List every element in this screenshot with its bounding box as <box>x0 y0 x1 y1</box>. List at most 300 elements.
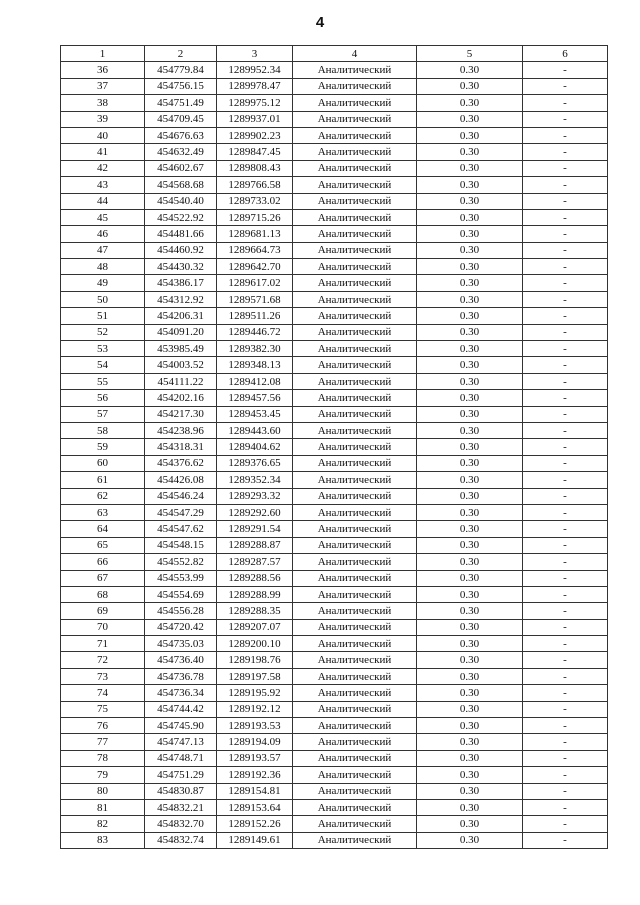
accuracy-cell: 0.30 <box>417 324 523 340</box>
note-cell: - <box>523 422 608 438</box>
note-cell: - <box>523 685 608 701</box>
method-cell: Аналитический <box>293 455 417 471</box>
y-coordinate-cell: 1289975.12 <box>217 95 293 111</box>
point-number-cell: 79 <box>61 767 145 783</box>
accuracy-cell: 0.30 <box>417 422 523 438</box>
y-coordinate-cell: 1289681.13 <box>217 226 293 242</box>
method-cell: Аналитический <box>293 95 417 111</box>
table-row <box>61 160 608 176</box>
table-row <box>61 324 608 340</box>
x-coordinate-cell: 454736.40 <box>145 652 217 668</box>
method-cell: Аналитический <box>293 308 417 324</box>
accuracy-cell: 0.30 <box>417 62 523 78</box>
y-coordinate-cell: 1289153.64 <box>217 799 293 815</box>
note-cell: - <box>523 160 608 176</box>
point-number-cell: 39 <box>61 111 145 127</box>
point-number-cell: 55 <box>61 373 145 389</box>
x-coordinate-cell: 454553.99 <box>145 570 217 586</box>
x-coordinate-cell: 454735.03 <box>145 636 217 652</box>
accuracy-cell: 0.30 <box>417 504 523 520</box>
method-cell: Аналитический <box>293 570 417 586</box>
point-number-cell: 68 <box>61 586 145 602</box>
point-number-cell: 69 <box>61 603 145 619</box>
point-number-cell: 70 <box>61 619 145 635</box>
y-coordinate-cell: 1289198.76 <box>217 652 293 668</box>
point-number-cell: 66 <box>61 554 145 570</box>
table-row <box>61 308 608 324</box>
accuracy-cell: 0.30 <box>417 95 523 111</box>
note-cell: - <box>523 209 608 225</box>
y-coordinate-cell: 1289288.87 <box>217 537 293 553</box>
table-row <box>61 78 608 94</box>
method-cell: Аналитический <box>293 226 417 242</box>
x-coordinate-cell: 454779.84 <box>145 62 217 78</box>
note-cell: - <box>523 783 608 799</box>
point-number-cell: 48 <box>61 259 145 275</box>
accuracy-cell: 0.30 <box>417 734 523 750</box>
x-coordinate-cell: 454238.96 <box>145 422 217 438</box>
point-number-cell: 67 <box>61 570 145 586</box>
y-coordinate-cell: 1289149.61 <box>217 832 293 848</box>
point-number-cell: 42 <box>61 160 145 176</box>
accuracy-cell: 0.30 <box>417 783 523 799</box>
point-number-cell: 62 <box>61 488 145 504</box>
y-coordinate-cell: 1289348.13 <box>217 357 293 373</box>
table-row <box>61 275 608 291</box>
method-cell: Аналитический <box>293 422 417 438</box>
table-row <box>61 504 608 520</box>
point-number-cell: 80 <box>61 783 145 799</box>
accuracy-cell: 0.30 <box>417 177 523 193</box>
point-number-cell: 75 <box>61 701 145 717</box>
x-coordinate-cell: 454830.87 <box>145 783 217 799</box>
method-cell: Аналитический <box>293 242 417 258</box>
table-row <box>61 422 608 438</box>
point-number-cell: 58 <box>61 422 145 438</box>
point-number-cell: 54 <box>61 357 145 373</box>
point-number-cell: 49 <box>61 275 145 291</box>
column-header-5: 5 <box>417 46 523 62</box>
accuracy-cell: 0.30 <box>417 472 523 488</box>
method-cell: Аналитический <box>293 504 417 520</box>
table-row <box>61 701 608 717</box>
y-coordinate-cell: 1289291.54 <box>217 521 293 537</box>
method-cell: Аналитический <box>293 62 417 78</box>
x-coordinate-cell: 454676.63 <box>145 127 217 143</box>
table-row <box>61 259 608 275</box>
point-number-cell: 77 <box>61 734 145 750</box>
method-cell: Аналитический <box>293 177 417 193</box>
point-number-cell: 40 <box>61 127 145 143</box>
y-coordinate-cell: 1289511.26 <box>217 308 293 324</box>
method-cell: Аналитический <box>293 160 417 176</box>
x-coordinate-cell: 454217.30 <box>145 406 217 422</box>
note-cell: - <box>523 78 608 94</box>
y-coordinate-cell: 1289352.34 <box>217 472 293 488</box>
x-coordinate-cell: 454832.74 <box>145 832 217 848</box>
accuracy-cell: 0.30 <box>417 570 523 586</box>
x-coordinate-cell: 454426.08 <box>145 472 217 488</box>
note-cell: - <box>523 619 608 635</box>
point-number-cell: 83 <box>61 832 145 848</box>
x-coordinate-cell: 454709.45 <box>145 111 217 127</box>
x-coordinate-cell: 454751.29 <box>145 767 217 783</box>
point-number-cell: 57 <box>61 406 145 422</box>
method-cell: Аналитический <box>293 324 417 340</box>
point-number-cell: 46 <box>61 226 145 242</box>
y-coordinate-cell: 1289154.81 <box>217 783 293 799</box>
method-cell: Аналитический <box>293 668 417 684</box>
y-coordinate-cell: 1289978.47 <box>217 78 293 94</box>
note-cell: - <box>523 668 608 684</box>
point-number-cell: 61 <box>61 472 145 488</box>
table-row <box>61 816 608 832</box>
accuracy-cell: 0.30 <box>417 537 523 553</box>
method-cell: Аналитический <box>293 537 417 553</box>
note-cell: - <box>523 177 608 193</box>
x-coordinate-cell: 454481.66 <box>145 226 217 242</box>
table-row <box>61 390 608 406</box>
accuracy-cell: 0.30 <box>417 685 523 701</box>
note-cell: - <box>523 488 608 504</box>
note-cell: - <box>523 62 608 78</box>
x-coordinate-cell: 454832.21 <box>145 799 217 815</box>
point-number-cell: 71 <box>61 636 145 652</box>
method-cell: Аналитический <box>293 799 417 815</box>
point-number-cell: 59 <box>61 439 145 455</box>
note-cell: - <box>523 291 608 307</box>
accuracy-cell: 0.30 <box>417 373 523 389</box>
method-cell: Аналитический <box>293 488 417 504</box>
y-coordinate-cell: 1289952.34 <box>217 62 293 78</box>
note-cell: - <box>523 636 608 652</box>
y-coordinate-cell: 1289288.56 <box>217 570 293 586</box>
note-cell: - <box>523 324 608 340</box>
method-cell: Аналитический <box>293 767 417 783</box>
table-row <box>61 537 608 553</box>
x-coordinate-cell: 454720.42 <box>145 619 217 635</box>
accuracy-cell: 0.30 <box>417 832 523 848</box>
x-coordinate-cell: 454554.69 <box>145 586 217 602</box>
accuracy-cell: 0.30 <box>417 488 523 504</box>
note-cell: - <box>523 226 608 242</box>
y-coordinate-cell: 1289664.73 <box>217 242 293 258</box>
column-header-6: 6 <box>523 46 608 62</box>
accuracy-cell: 0.30 <box>417 603 523 619</box>
method-cell: Аналитический <box>293 111 417 127</box>
method-cell: Аналитический <box>293 373 417 389</box>
table-row <box>61 62 608 78</box>
accuracy-cell: 0.30 <box>417 636 523 652</box>
method-cell: Аналитический <box>293 816 417 832</box>
point-number-cell: 78 <box>61 750 145 766</box>
method-cell: Аналитический <box>293 734 417 750</box>
y-coordinate-cell: 1289642.70 <box>217 259 293 275</box>
note-cell: - <box>523 603 608 619</box>
accuracy-cell: 0.30 <box>417 275 523 291</box>
note-cell: - <box>523 652 608 668</box>
x-coordinate-cell: 454460.92 <box>145 242 217 258</box>
note-cell: - <box>523 586 608 602</box>
accuracy-cell: 0.30 <box>417 78 523 94</box>
method-cell: Аналитический <box>293 291 417 307</box>
note-cell: - <box>523 95 608 111</box>
accuracy-cell: 0.30 <box>417 439 523 455</box>
x-coordinate-cell: 454568.68 <box>145 177 217 193</box>
point-number-cell: 36 <box>61 62 145 78</box>
point-number-cell: 73 <box>61 668 145 684</box>
x-coordinate-cell: 454736.78 <box>145 668 217 684</box>
y-coordinate-cell: 1289733.02 <box>217 193 293 209</box>
x-coordinate-cell: 454602.67 <box>145 160 217 176</box>
y-coordinate-cell: 1289412.08 <box>217 373 293 389</box>
x-coordinate-cell: 454745.90 <box>145 718 217 734</box>
x-coordinate-cell: 454744.42 <box>145 701 217 717</box>
method-cell: Аналитический <box>293 472 417 488</box>
note-cell: - <box>523 734 608 750</box>
x-coordinate-cell: 454522.92 <box>145 209 217 225</box>
column-header-4: 4 <box>293 46 417 62</box>
x-coordinate-cell: 454552.82 <box>145 554 217 570</box>
x-coordinate-cell: 454548.15 <box>145 537 217 553</box>
method-cell: Аналитический <box>293 357 417 373</box>
accuracy-cell: 0.30 <box>417 259 523 275</box>
method-cell: Аналитический <box>293 144 417 160</box>
x-coordinate-cell: 454540.40 <box>145 193 217 209</box>
method-cell: Аналитический <box>293 406 417 422</box>
method-cell: Аналитический <box>293 439 417 455</box>
x-coordinate-cell: 453985.49 <box>145 341 217 357</box>
x-coordinate-cell: 454748.71 <box>145 750 217 766</box>
y-coordinate-cell: 1289446.72 <box>217 324 293 340</box>
table-row <box>61 95 608 111</box>
accuracy-cell: 0.30 <box>417 144 523 160</box>
y-coordinate-cell: 1289937.01 <box>217 111 293 127</box>
point-number-cell: 60 <box>61 455 145 471</box>
y-coordinate-cell: 1289808.43 <box>217 160 293 176</box>
table-row <box>61 455 608 471</box>
table-row <box>61 685 608 701</box>
accuracy-cell: 0.30 <box>417 750 523 766</box>
x-coordinate-cell: 454003.52 <box>145 357 217 373</box>
accuracy-cell: 0.30 <box>417 308 523 324</box>
x-coordinate-cell: 454091.20 <box>145 324 217 340</box>
point-number-cell: 53 <box>61 341 145 357</box>
method-cell: Аналитический <box>293 586 417 602</box>
x-coordinate-cell: 454111.22 <box>145 373 217 389</box>
x-coordinate-cell: 454312.92 <box>145 291 217 307</box>
point-number-cell: 81 <box>61 799 145 815</box>
y-coordinate-cell: 1289902.23 <box>217 127 293 143</box>
accuracy-cell: 0.30 <box>417 209 523 225</box>
point-number-cell: 64 <box>61 521 145 537</box>
x-coordinate-cell: 454202.16 <box>145 390 217 406</box>
note-cell: - <box>523 193 608 209</box>
accuracy-cell: 0.30 <box>417 193 523 209</box>
point-number-cell: 76 <box>61 718 145 734</box>
table-body <box>61 62 608 849</box>
method-cell: Аналитический <box>293 193 417 209</box>
method-cell: Аналитический <box>293 701 417 717</box>
x-coordinate-cell: 454376.62 <box>145 455 217 471</box>
accuracy-cell: 0.30 <box>417 586 523 602</box>
table-row <box>61 291 608 307</box>
accuracy-cell: 0.30 <box>417 799 523 815</box>
x-coordinate-cell: 454386.17 <box>145 275 217 291</box>
table-header <box>61 46 608 62</box>
note-cell: - <box>523 390 608 406</box>
y-coordinate-cell: 1289192.36 <box>217 767 293 783</box>
table-row <box>61 242 608 258</box>
note-cell: - <box>523 242 608 258</box>
point-number-cell: 74 <box>61 685 145 701</box>
note-cell: - <box>523 832 608 848</box>
y-coordinate-cell: 1289404.62 <box>217 439 293 455</box>
note-cell: - <box>523 144 608 160</box>
accuracy-cell: 0.30 <box>417 291 523 307</box>
method-cell: Аналитический <box>293 259 417 275</box>
method-cell: Аналитический <box>293 275 417 291</box>
accuracy-cell: 0.30 <box>417 554 523 570</box>
table-row <box>61 832 608 848</box>
table-row <box>61 636 608 652</box>
note-cell: - <box>523 259 608 275</box>
note-cell: - <box>523 275 608 291</box>
point-number-cell: 52 <box>61 324 145 340</box>
table-row <box>61 193 608 209</box>
point-number-cell: 43 <box>61 177 145 193</box>
y-coordinate-cell: 1289287.57 <box>217 554 293 570</box>
method-cell: Аналитический <box>293 127 417 143</box>
table-row <box>61 554 608 570</box>
accuracy-cell: 0.30 <box>417 406 523 422</box>
method-cell: Аналитический <box>293 78 417 94</box>
method-cell: Аналитический <box>293 783 417 799</box>
table-row <box>61 439 608 455</box>
table-row <box>61 209 608 225</box>
x-coordinate-cell: 454747.13 <box>145 734 217 750</box>
table-row <box>61 718 608 734</box>
accuracy-cell: 0.30 <box>417 390 523 406</box>
method-cell: Аналитический <box>293 619 417 635</box>
y-coordinate-cell: 1289376.65 <box>217 455 293 471</box>
y-coordinate-cell: 1289453.45 <box>217 406 293 422</box>
x-coordinate-cell: 454736.34 <box>145 685 217 701</box>
point-number-cell: 82 <box>61 816 145 832</box>
table-row <box>61 144 608 160</box>
note-cell: - <box>523 341 608 357</box>
note-cell: - <box>523 111 608 127</box>
point-number-cell: 72 <box>61 652 145 668</box>
y-coordinate-cell: 1289457.56 <box>217 390 293 406</box>
method-cell: Аналитический <box>293 832 417 848</box>
table-row <box>61 341 608 357</box>
y-coordinate-cell: 1289152.26 <box>217 816 293 832</box>
point-number-cell: 65 <box>61 537 145 553</box>
accuracy-cell: 0.30 <box>417 619 523 635</box>
table-row <box>61 373 608 389</box>
method-cell: Аналитический <box>293 750 417 766</box>
y-coordinate-cell: 1289293.32 <box>217 488 293 504</box>
x-coordinate-cell: 454756.15 <box>145 78 217 94</box>
table-row <box>61 652 608 668</box>
table-row <box>61 177 608 193</box>
note-cell: - <box>523 472 608 488</box>
x-coordinate-cell: 454547.29 <box>145 504 217 520</box>
y-coordinate-cell: 1289382.30 <box>217 341 293 357</box>
table-row <box>61 799 608 815</box>
accuracy-cell: 0.30 <box>417 767 523 783</box>
x-coordinate-cell: 454632.49 <box>145 144 217 160</box>
y-coordinate-cell: 1289200.10 <box>217 636 293 652</box>
method-cell: Аналитический <box>293 521 417 537</box>
x-coordinate-cell: 454206.31 <box>145 308 217 324</box>
x-coordinate-cell: 454546.24 <box>145 488 217 504</box>
point-number-cell: 37 <box>61 78 145 94</box>
table-row <box>61 111 608 127</box>
accuracy-cell: 0.30 <box>417 455 523 471</box>
y-coordinate-cell: 1289207.07 <box>217 619 293 635</box>
method-cell: Аналитический <box>293 718 417 734</box>
table-row <box>61 586 608 602</box>
table-row <box>61 472 608 488</box>
y-coordinate-cell: 1289571.68 <box>217 291 293 307</box>
point-number-cell: 56 <box>61 390 145 406</box>
table-row <box>61 750 608 766</box>
method-cell: Аналитический <box>293 685 417 701</box>
point-number-cell: 63 <box>61 504 145 520</box>
accuracy-cell: 0.30 <box>417 816 523 832</box>
note-cell: - <box>523 406 608 422</box>
accuracy-cell: 0.30 <box>417 160 523 176</box>
note-cell: - <box>523 799 608 815</box>
x-coordinate-cell: 454751.49 <box>145 95 217 111</box>
y-coordinate-cell: 1289443.60 <box>217 422 293 438</box>
x-coordinate-cell: 454430.32 <box>145 259 217 275</box>
x-coordinate-cell: 454556.28 <box>145 603 217 619</box>
accuracy-cell: 0.30 <box>417 341 523 357</box>
table-row <box>61 570 608 586</box>
y-coordinate-cell: 1289715.26 <box>217 209 293 225</box>
coordinates-table <box>60 45 608 849</box>
point-number-cell: 51 <box>61 308 145 324</box>
y-coordinate-cell: 1289193.53 <box>217 718 293 734</box>
accuracy-cell: 0.30 <box>417 127 523 143</box>
note-cell: - <box>523 718 608 734</box>
note-cell: - <box>523 537 608 553</box>
table-row <box>61 668 608 684</box>
table-row <box>61 783 608 799</box>
point-number-cell: 47 <box>61 242 145 258</box>
method-cell: Аналитический <box>293 341 417 357</box>
page-number: 4 <box>315 14 325 31</box>
method-cell: Аналитический <box>293 603 417 619</box>
method-cell: Аналитический <box>293 652 417 668</box>
method-cell: Аналитический <box>293 209 417 225</box>
y-coordinate-cell: 1289288.35 <box>217 603 293 619</box>
method-cell: Аналитический <box>293 390 417 406</box>
method-cell: Аналитический <box>293 636 417 652</box>
header-row <box>61 46 608 62</box>
note-cell: - <box>523 570 608 586</box>
accuracy-cell: 0.30 <box>417 668 523 684</box>
table-row <box>61 406 608 422</box>
accuracy-cell: 0.30 <box>417 718 523 734</box>
accuracy-cell: 0.30 <box>417 357 523 373</box>
y-coordinate-cell: 1289194.09 <box>217 734 293 750</box>
point-number-cell: 45 <box>61 209 145 225</box>
note-cell: - <box>523 357 608 373</box>
